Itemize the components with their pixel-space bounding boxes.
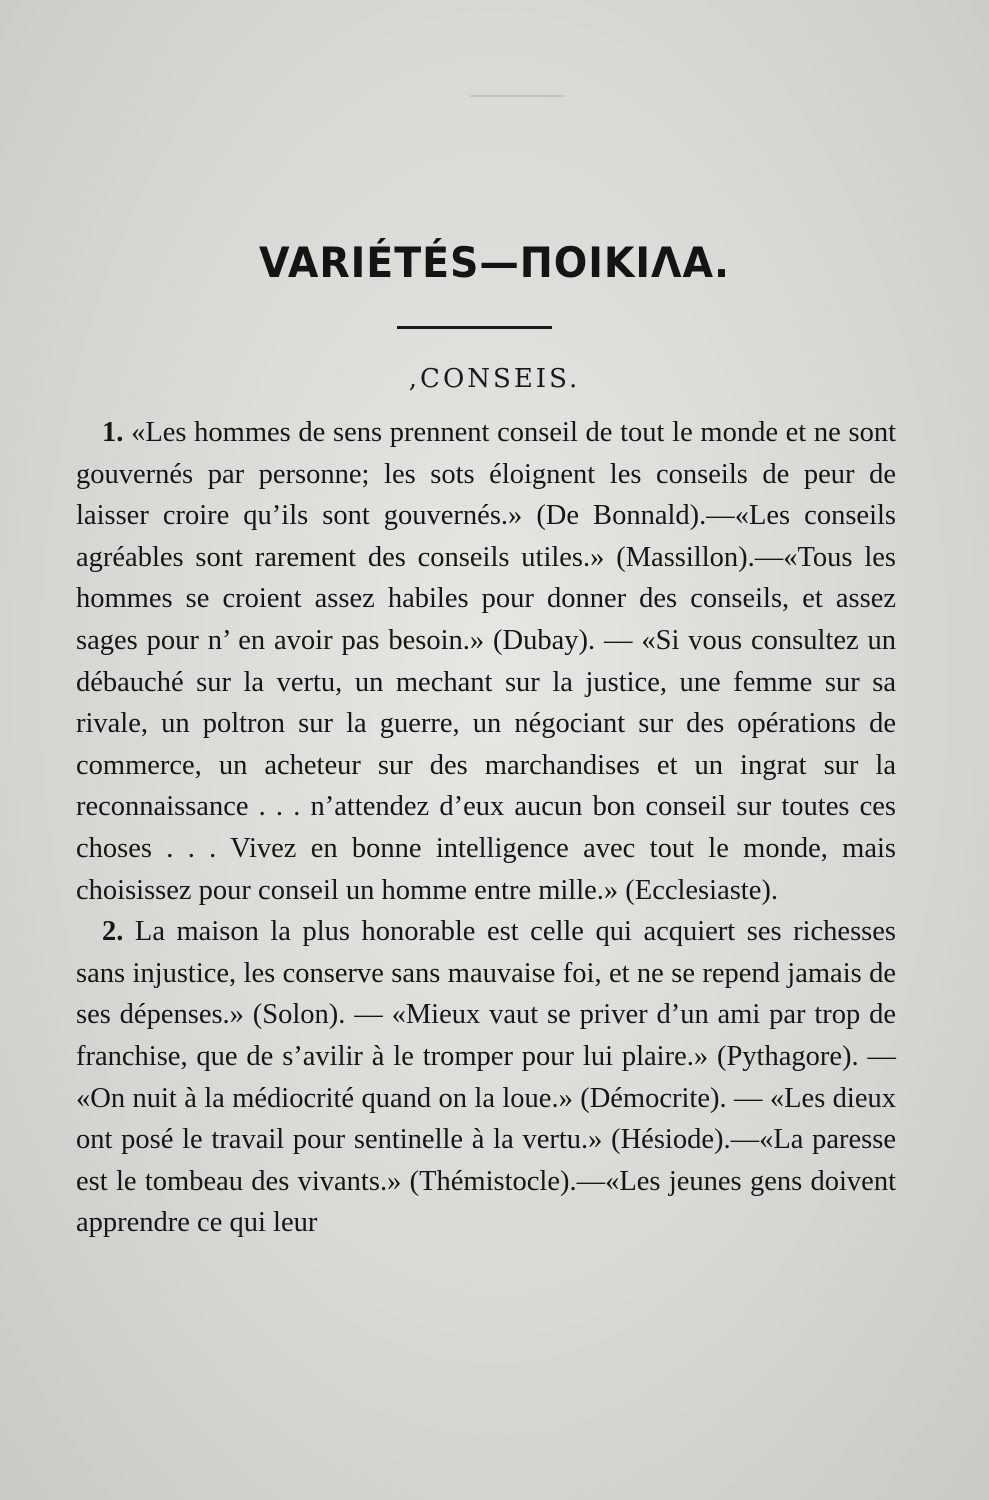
title-divider (397, 326, 552, 329)
paragraph-2 (76, 911, 896, 1244)
paragraph-number: 2. (102, 916, 124, 948)
paragraph-number: 1. (102, 417, 124, 448)
subtitle: ,CONSEIS. (408, 364, 581, 394)
bleed-through-rule (470, 95, 565, 97)
paragraph-text: La maison la plus honorable est celle qui acquiert ses richesses sans injustice, les conserve sans mauvaise foi, et ne se repend jamais de ses dépenses.» (Solon). — «Mieux vaut se priver d’un ami par trop de franchise, que de s’avilir à le tromper pour lui plaire.» (Pythagore). — «On nuit à la médiocrité quand on la loue.» (Démocrite). — «Les dieux ont posé le travail pour sentinelle à la vertu.» (Hésiode).—«La paresse est le tombeau des vivants.» (Thémistocle).—«Les jeunes gens doivent apprendre ce qui leur (76, 916, 896, 1239)
section-title: VARIÉTÉS—ΠΟΙΚΙΛΑ. (259, 238, 730, 287)
paragraph-text: «Les hommes de sens prennent conseil de tout le monde et ne sont gouvernés par personne; les sots éloignent les conseils de peur de laisser croire qu’ils sont gouvernés.» (De Bonnald).—«Les conseils agréables sont rarement des conseils utiles.» (Massillon).—«Tous les hommes se croient assez habiles pour donner des conseils, et assez sages pour n’ en avoir pas besoin.» (Dubay). — «Si vous consultez un débauché sur la vertu, un mechant sur la justice, une femme sur sa rivale, un poltron sur la guerre, un négociant sur des opérations de commerce, un acheteur sur des marchandises et un ingrat sur la reconnaissance . . . n’attendez d’eux aucun bon conseil sur toutes ces choses . . . Vivez en bonne intelligence avec tout le monde, mais choisissez pour conseil un homme entre mille.» (Ecclesiaste). (76, 417, 896, 906)
body-text (76, 412, 896, 1244)
paragraph-1 (76, 412, 896, 911)
